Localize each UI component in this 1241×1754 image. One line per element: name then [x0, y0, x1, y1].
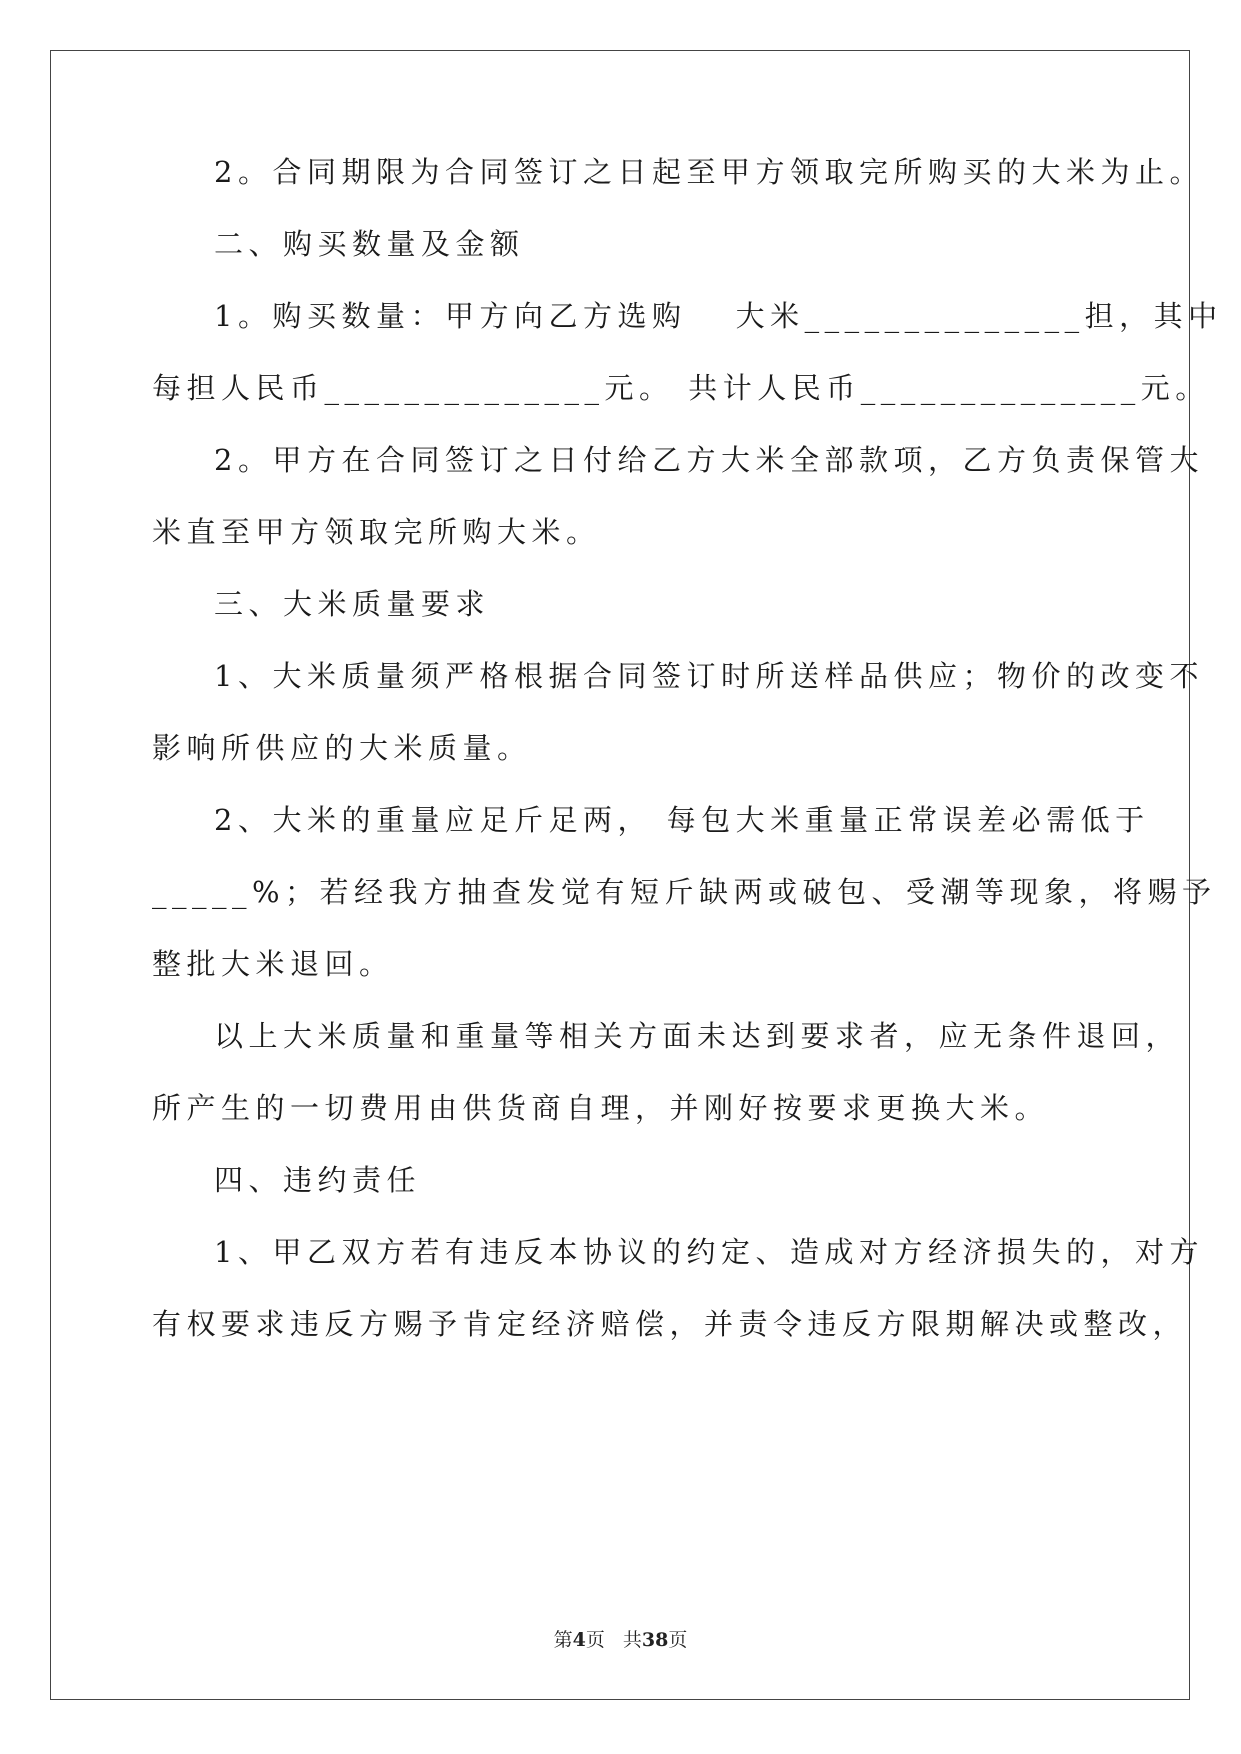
paragraph-line: 1。购买数量：甲方向乙方选购 大米______________担，其中 — [214, 299, 1223, 333]
paragraph-line: 2、大米的重量应足斤足两， 每包大米重量正常误差必需低于 — [214, 803, 1150, 837]
total-pages-number: 38 — [641, 1629, 669, 1651]
footer-total-suffix: 页 — [668, 1629, 688, 1651]
paragraph-line: 所产生的一切费用由供货商自理，并刚好按要求更换大米。 — [152, 1091, 1050, 1125]
paragraph-line: 有权要求违反方赐予肯定经济赔偿，并责令违反方限期解决或整改， — [152, 1307, 1188, 1341]
paragraph-line: 以上大米质量和重量等相关方面未达到要求者，应无条件退回， — [214, 1019, 1181, 1053]
footer-total-prefix: 共 — [622, 1629, 642, 1651]
footer-page-suffix: 页 — [585, 1629, 605, 1651]
footer-prefix: 第 — [553, 1629, 573, 1651]
section-heading: 三、大米质量要求 — [214, 587, 491, 621]
paragraph-line: 米直至甲方领取完所购大米。 — [152, 515, 601, 549]
paragraph-line: 影响所供应的大米质量。 — [152, 731, 532, 765]
paragraph-line: 2。合同期限为合同签订之日起至甲方领取完所购买的大米为止。 — [214, 155, 1204, 189]
page-footer — [0, 1625, 1241, 1652]
section-heading: 二、购买数量及金额 — [214, 227, 525, 261]
paragraph-line: 2。甲方在合同签订之日付给乙方大米全部款项，乙方负责保管大 — [214, 443, 1204, 477]
paragraph-line: 整批大米退回。 — [152, 947, 394, 981]
paragraph-line: 1、大米质量须严格根据合同签订时所送样品供应；物价的改变不 — [214, 659, 1204, 693]
current-page-number: 4 — [572, 1629, 586, 1651]
paragraph-line: _____%；若经我方抽查发觉有短斤缺两或破包、受潮等现象，将赐予 — [152, 875, 1217, 909]
paragraph-line: 每担人民币______________元。 共计人民币______________元。 — [152, 371, 1210, 405]
section-heading: 四、违约责任 — [214, 1163, 422, 1197]
paragraph-line: 1、甲乙双方若有违反本协议的约定、造成对方经济损失的，对方 — [214, 1235, 1204, 1269]
